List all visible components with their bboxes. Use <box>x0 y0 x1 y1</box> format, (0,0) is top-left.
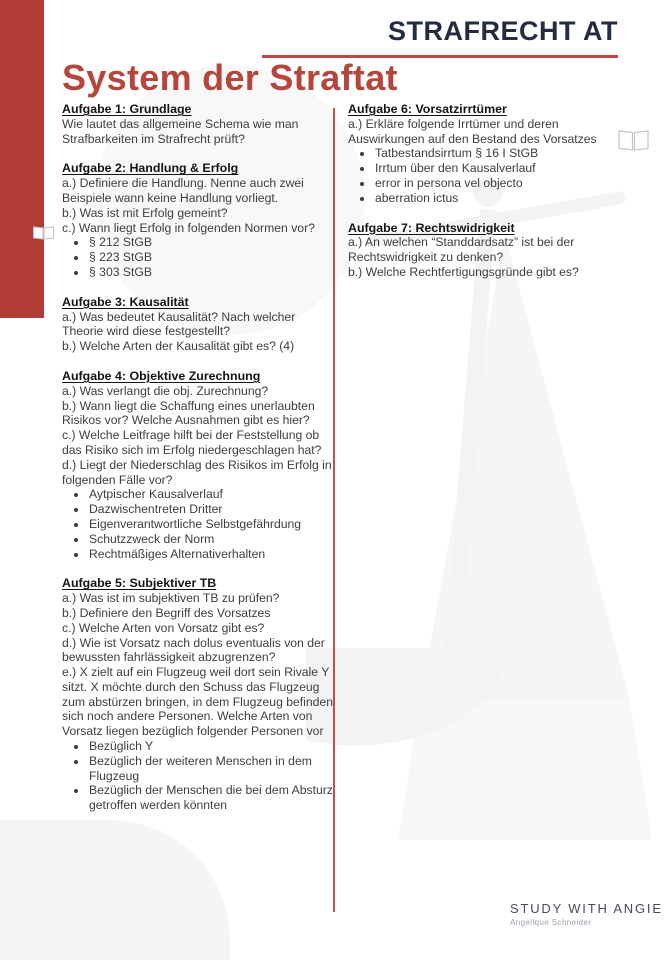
task-bullet: • Bezüglich der weiteren Menschen in dem Flugzeug <box>88 754 334 784</box>
task-bullet-list <box>62 487 334 561</box>
task-section <box>62 295 334 354</box>
footer-brand: STUDY WITH ANGIE <box>510 901 663 916</box>
task-bullet: • Schutzzweck der Norm <box>88 532 334 547</box>
task-section <box>62 102 334 146</box>
task-paragraph: a.) An welchen “Standdardsatz” ist bei der Rechtswidrigkeit zu denken? <box>348 235 575 265</box>
task-bullet: • § 212 StGB <box>88 235 334 250</box>
task-paragraph: a.) Erkläre folgende Irrtümer und deren Auswirkungen auf den Bestand des Vorsatzes <box>348 116 597 146</box>
task-paragraph: b.) Was ist mit Erfolg gemeint? <box>62 205 228 220</box>
task-section <box>348 102 620 206</box>
task-paragraph: e.) X zielt auf ein Flugzeug weil dort sein Rivale Y sitzt. X möchte durch den Schuss das Flugzeug zum abstürzen bringen, in dem Flugzeug befinden sich noch andere Personen. Welche Arten von Vorsatz liegen bezüglich folgender Personen vor <box>62 665 333 739</box>
task-heading: Aufgabe 2: Handlung & Erfolg <box>62 161 239 176</box>
task-section <box>348 221 620 280</box>
task-bullet: • Aytpischer Kausalverlauf <box>88 487 334 502</box>
task-paragraph: a.) Definiere die Handlung. Nenne auch zwei Beispiele wann keine Handlung vorliegt. <box>62 176 304 205</box>
task-paragraph: Wie lautet das allgemeine Schema wie man Strafbarkeiten im Strafrecht prüft? <box>62 116 299 146</box>
task-bullet: • Dazwischentreten Dritter <box>88 502 334 517</box>
task-section <box>62 576 334 813</box>
task-paragraph: b.) Definiere den Begriff des Vorsatzes <box>62 605 271 620</box>
task-paragraph: c.) Wann liegt Erfolg in folgenden Normen vor? <box>62 220 315 235</box>
task-bullet: • Eigenverantwortliche Selbstgefährdung <box>88 517 334 532</box>
task-paragraph: a.) Was ist im subjektiven TB zu prüfen? <box>62 591 280 606</box>
task-bullet: • § 223 StGB <box>88 250 334 265</box>
task-bullet: • Bezüglich Y <box>88 739 334 754</box>
accent-side-bar <box>0 0 44 318</box>
task-paragraph: a.) Was bedeutet Kausalität? Nach welcher Theorie wird diese festgestellt? <box>62 309 296 339</box>
task-bullet: • § 303 StGB <box>88 265 334 280</box>
task-heading: Aufgabe 6: Vorsatzirrtümer <box>348 102 507 116</box>
task-bullet: • Rechtmäßiges Alternativerhalten <box>88 547 334 562</box>
footer <box>510 901 663 927</box>
task-heading: Aufgabe 4: Objektive Zurechnung <box>62 368 261 383</box>
task-section <box>62 161 334 279</box>
task-bullet: • Irrtum über den Kausalverlauf <box>374 161 620 176</box>
footer-author: Angelique Schneider <box>510 918 592 927</box>
task-bullet-list <box>348 146 620 205</box>
task-paragraph: b.) Wann liegt die Schaffung eines unerlaubten Risikos vor? Welche Ausnahmen gibt es hier? <box>62 398 315 428</box>
task-bullet-list <box>62 235 334 279</box>
task-bullet: • Tatbestandsirrtum § 16 I StGB <box>374 146 620 161</box>
task-heading: Aufgabe 5: Subjektiver TB <box>62 576 217 591</box>
column-left <box>62 102 334 828</box>
task-paragraph: d.) Liegt der Niederschlag des Risikos im Erfolg in folgenden Fälle vor? <box>62 457 332 487</box>
open-book-icon <box>617 127 650 153</box>
column-right <box>348 102 620 295</box>
background-blob-bottom <box>0 820 230 960</box>
task-paragraph: b.) Welche Rechtfertigungsgründe gibt es? <box>348 264 579 279</box>
task-heading: Aufgabe 7: Rechtswidrigkeit <box>348 220 515 235</box>
task-paragraph: d.) Wie ist Vorsatz nach dolus eventualis von der bewussten fahrlässigkeit abzugrenzen? <box>62 635 325 665</box>
task-section <box>62 369 334 561</box>
task-paragraph: a.) Was verlangt die obj. Zurechnung? <box>62 383 269 398</box>
task-bullet: • error in persona vel objecto <box>374 176 620 191</box>
task-paragraph: c.) Welche Leitfrage hilft bei der Feststellung ob das Risiko sich im Erfolg niedergeschlagen hat? <box>62 428 322 457</box>
open-book-icon <box>32 224 55 241</box>
task-paragraph: b.) Welche Arten der Kausalität gibt es? (4) <box>62 339 295 354</box>
task-bullet: • aberration ictus <box>374 191 620 206</box>
task-bullet-list <box>62 739 334 813</box>
task-bullet: • Bezüglich der Menschen die bei dem Absturz getroffen werden könnten <box>88 783 334 813</box>
task-paragraph: c.) Welche Arten von Vorsatz gibt es? <box>62 620 265 635</box>
brand-title: STRAFRECHT AT <box>388 16 618 46</box>
task-heading: Aufgabe 1: Grundlage <box>62 102 192 116</box>
task-heading: Aufgabe 3: Kausalität <box>62 294 189 309</box>
page-title: System der Straftat <box>62 57 398 98</box>
